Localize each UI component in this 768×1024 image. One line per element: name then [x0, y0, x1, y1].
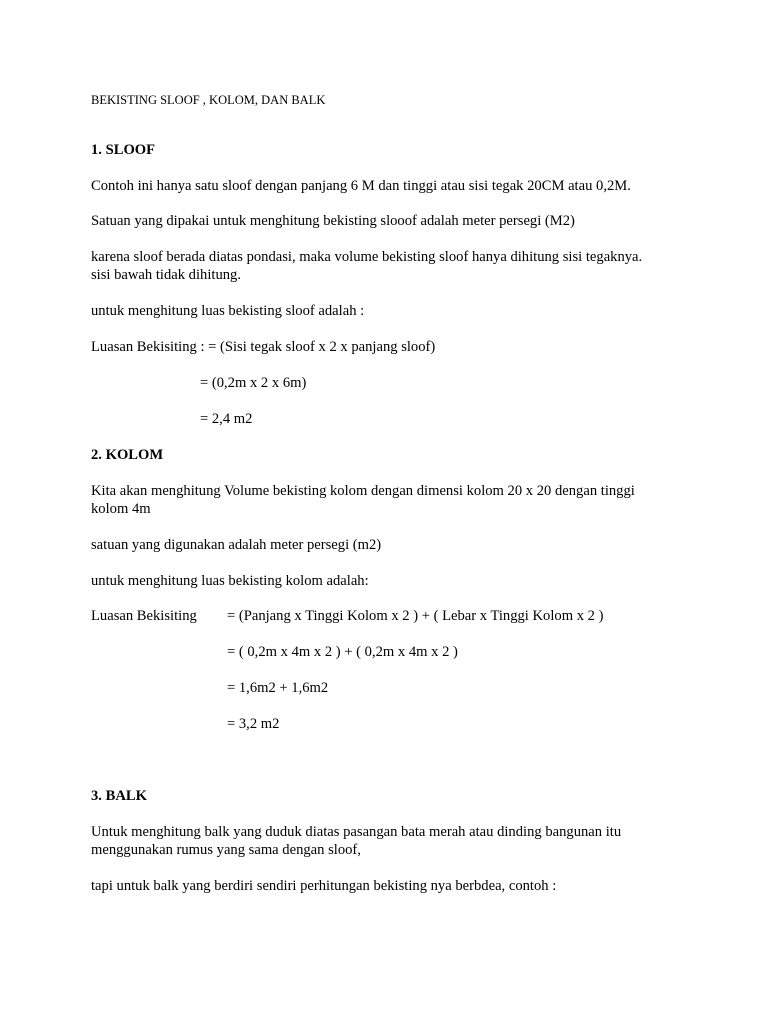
kolom-paragraph-1-line-1: Kita akan menghitung Volume bekisting kolom dengan dimensi kolom 20 x 20 dengan tinggi [91, 483, 635, 499]
kolom-formula-expression: = (Panjang x Tinggi Kolom x 2 ) + ( Lebar x Tinggi Kolom x 2 ) [227, 608, 604, 624]
sloof-paragraph-1: Contoh ini hanya satu sloof dengan panjang 6 M dan tinggi atau sisi tegak 20CM atau 0,2M. [91, 178, 631, 194]
sloof-formula-result: = 2,4 m2 [200, 411, 253, 427]
kolom-formula-result: = 3,2 m2 [227, 716, 280, 732]
kolom-paragraph-2: satuan yang digunakan adalah meter persegi (m2) [91, 537, 382, 553]
kolom-paragraph-1-line-2: kolom 4m [91, 501, 151, 517]
document-title: BEKISTING SLOOF , KOLOM, DAN BALK [91, 93, 326, 107]
sloof-formula-label: Luasan Bekisiting : = (Sisi tegak sloof x 2 x panjang sloof) [91, 339, 436, 355]
section-heading-kolom: 2. KOLOM [91, 447, 164, 463]
sloof-paragraph-3-line-1: karena sloof berada diatas pondasi, maka volume bekisting sloof hanya dihitung sisi tegaknya. [91, 249, 643, 265]
kolom-formula-step-1: = ( 0,2m x 4m x 2 ) + ( 0,2m x 4m x 2 ) [227, 644, 458, 660]
kolom-formula-label: Luasan Bekisiting [91, 608, 197, 624]
sloof-paragraph-3-line-2: sisi bawah tidak dihitung. [91, 267, 241, 283]
kolom-paragraph-3: untuk menghitung luas bekisting kolom adalah: [91, 573, 369, 589]
balk-paragraph-2: tapi untuk balk yang berdiri sendiri perhitungan bekisting nya berbdea, contoh : [91, 878, 557, 894]
balk-paragraph-1-line-2: menggunakan rumus yang sama dengan sloof, [91, 842, 361, 858]
sloof-formula-step-1: = (0,2m x 2 x 6m) [200, 375, 307, 391]
section-heading-sloof: 1. SLOOF [91, 142, 156, 158]
balk-paragraph-1-line-1: Untuk menghitung balk yang duduk diatas pasangan bata merah atau dinding bangunan itu [91, 824, 622, 840]
sloof-paragraph-4: untuk menghitung luas bekisting sloof adalah : [91, 303, 365, 319]
kolom-formula-step-2: = 1,6m2 + 1,6m2 [227, 680, 329, 696]
section-heading-balk: 3. BALK [91, 788, 147, 804]
sloof-paragraph-2: Satuan yang dipakai untuk menghitung bekisting slooof adalah meter persegi (M2) [91, 213, 575, 229]
